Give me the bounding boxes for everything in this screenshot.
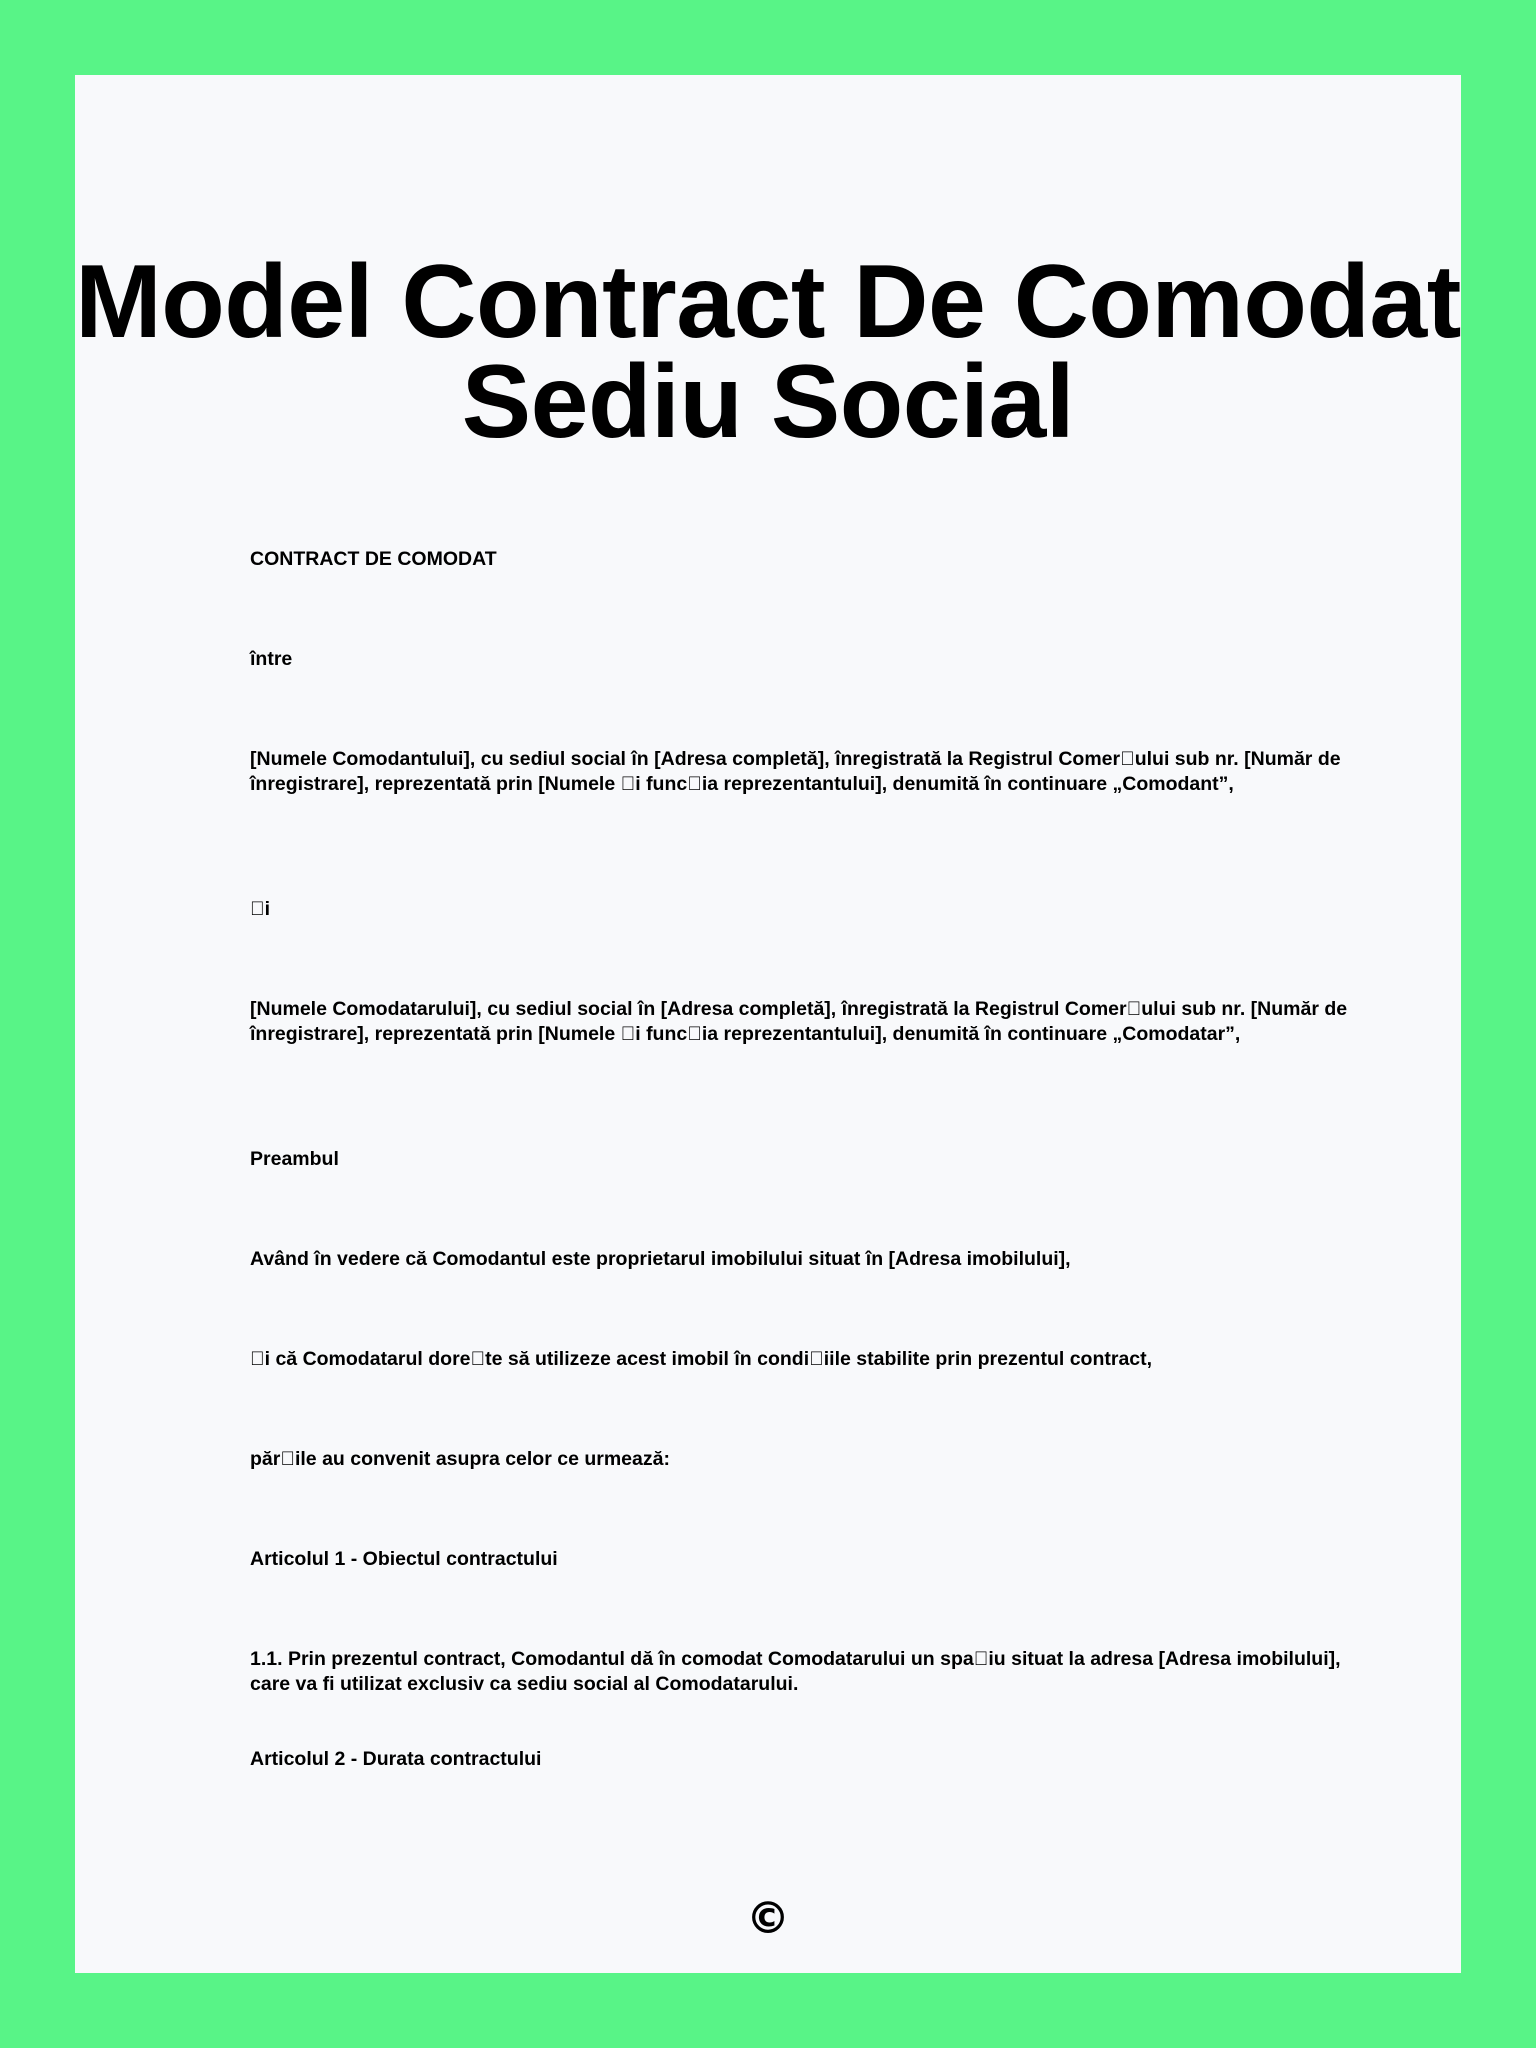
document-page [75,75,1461,1973]
article-1-heading: Articolul 1 - Obiectul contractului [250,1548,558,1570]
paragraph-partile: păr ile au convenit asupra celor ce urmează: [250,1448,670,1470]
article-2-heading: Articolul 2 - Durata contractului [250,1748,542,1770]
paragraph-si-comodatarul:  i că Comodatarul dore te să utilizeze acest imobil în condi iile stabilite prin prezentul contract, [250,1348,1153,1370]
paragraph-si:  i [250,898,271,920]
document-title: Model Contract De Comodat Sediu Social [75,244,1461,460]
paragraph-preambul: Preambul [250,1148,339,1170]
article-1-1: 1.1. Prin prezentul contract, Comodantul dă în comodat Comodatarului un spa iu situat la adresa [Adresa imobilului], care va fi utilizat exclusiv ca sediu social al Comodatarului. [250,1648,1346,1695]
paragraph-avand: Având în vedere că Comodantul este proprietarul imobilului situat în [Adresa imobilului], [250,1248,1071,1270]
paragraph-comodant: [Numele Comodantului], cu sediul social în [Adresa completă], înregistrată la Registrul Comer ului sub nr. [Număr de înregistrare], reprezentată prin [Numele  i func ia reprezentantului], denumită în continuare „Comodant”, [250,748,1346,795]
contract-heading: CONTRACT DE COMODAT [250,548,497,570]
copyright-icon: © [746,1893,790,1944]
paragraph-comodatar: [Numele Comodatarului], cu sediul social în [Adresa completă], înregistrată la Registrul Comer ului sub nr. [Număr de înregistrare], reprezentată prin [Numele  i func ia reprezentantului], denumită în continuare „Comodatar”, [250,998,1353,1045]
paragraph-intre: între [250,648,293,670]
